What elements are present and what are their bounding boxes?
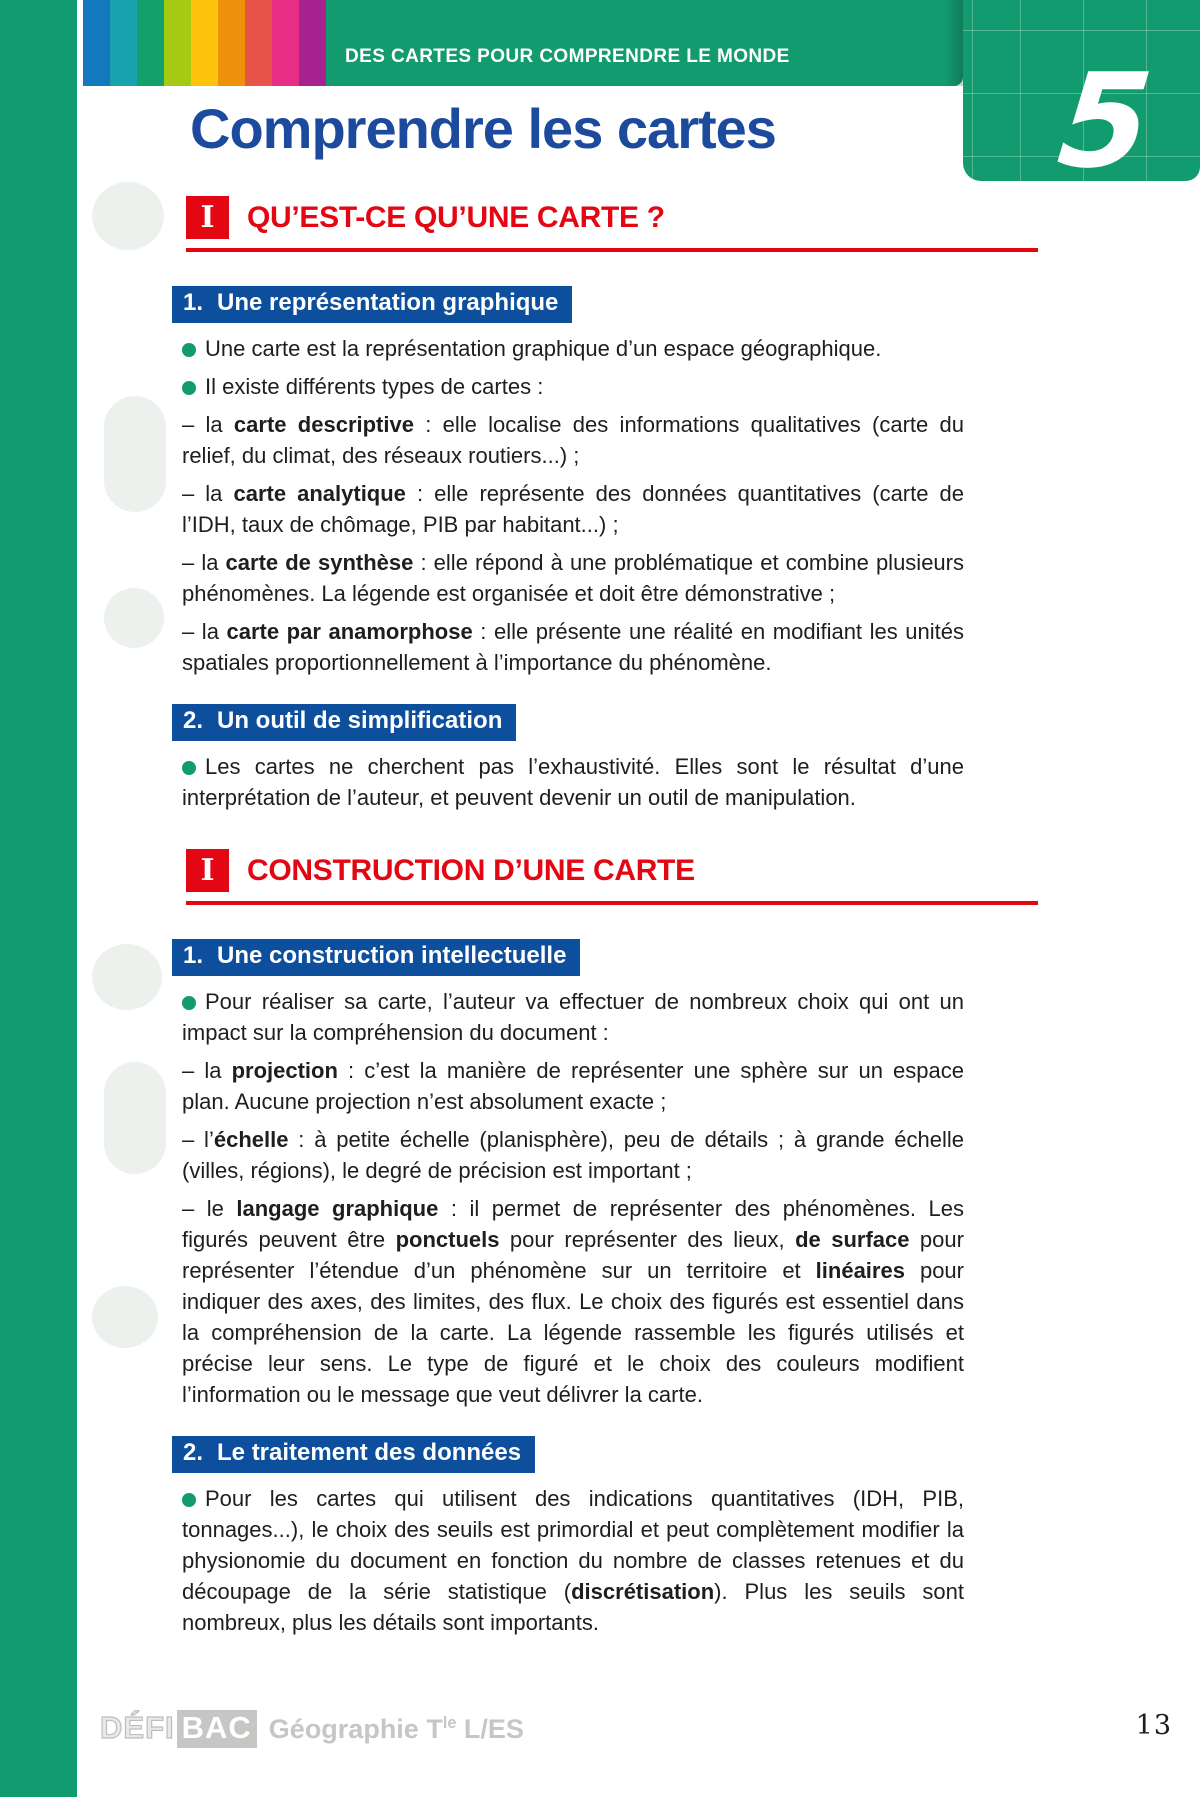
section-marker-badge: I (186, 849, 229, 892)
subsection-number: 1. (183, 289, 204, 316)
section-header (170, 849, 1038, 892)
decor-circle (92, 944, 162, 1010)
brand-logo (100, 1710, 524, 1748)
bullet-icon (182, 1493, 196, 1507)
color-stripes (83, 0, 326, 86)
section-rule (186, 901, 1038, 905)
section-marker-badge: I (186, 196, 229, 239)
decor-circle (92, 182, 164, 250)
stripe (299, 0, 326, 86)
page-number: 13 (1135, 1710, 1172, 1741)
subsection-number: 1. (183, 942, 204, 969)
dash-paragraph: – le langage graphique : il permet de représenter des phénomènes. Les figurés peuvent être ponctuels pour représenter des lieux, de surface pour représenter l’étendue d’un phénomène sur un territoire et linéaires pour indiquer des axes, des limites, des flux. Le choix des figurés est essentiel dans la compréhension de la carte. La légende rassemble les figurés utilisés et précise leur sens. Le type de figuré et le choix des couleurs modifient l’information ou le message que veut délivrer la carte. (182, 1196, 964, 1407)
subsection-number: 2. (183, 707, 204, 734)
stripe (137, 0, 164, 86)
bullet-icon (182, 761, 196, 775)
decor-circle (92, 1286, 158, 1348)
dash-paragraph: – la carte par anamorphose : elle présente une réalité en modifiant les unités spatiales proportionnellement à l’importance du phénomène. (182, 619, 965, 675)
decor-pill (104, 1062, 166, 1174)
stripe (191, 0, 218, 86)
stripe (164, 0, 191, 86)
bullet-icon (182, 343, 196, 357)
top-banner (83, 0, 963, 86)
subsection-label (172, 286, 572, 323)
brand-series (269, 1714, 524, 1745)
series-level: T (426, 1714, 443, 1744)
dash-paragraph: – la carte descriptive : elle localise des informations qualitatives (carte du relief, du climat, des réseaux routiers...) ; (182, 412, 964, 468)
content-column (170, 196, 1038, 1645)
stripe (83, 0, 110, 86)
section-header (170, 196, 1038, 239)
dash-paragraph: – la projection : c’est la manière de représenter une sphère sur un espace plan. Aucune projection n’est absolument exacte ; (182, 1058, 964, 1114)
bullet-paragraph: Une carte est la représentation graphique d’un espace géographique. (182, 333, 964, 364)
decor-pill (104, 396, 166, 512)
stripe (272, 0, 299, 86)
subsection-title: Une représentation graphique (217, 289, 559, 316)
section-rule (186, 248, 1038, 252)
page-title: Comprendre les cartes (190, 97, 776, 160)
series-name: Géographie (268, 1714, 419, 1744)
subsection-number: 2. (183, 1439, 204, 1466)
subsection-title: Une construction intellectuelle (217, 942, 567, 969)
bullet-paragraph: Pour les cartes qui utilisent des indications quantitatives (IDH, PIB, tonnages...), le choix des seuils est primordial et peut complètement modifier la physionomie du document en fonction du nombre de classes retenues et du découpage de la série statistique (discrétisation). Plus les seuils sont nombreux, plus les détails sont importants. (182, 1486, 964, 1635)
brand-defi: DÉFI (100, 1710, 175, 1745)
section-heading: CONSTRUCTION D’UNE CARTE (247, 853, 695, 887)
bullet-paragraph: Il existe différents types de cartes : (182, 371, 964, 402)
chapter-number-box (963, 0, 1200, 197)
subsection-title: Un outil de simplification (217, 707, 503, 734)
stripe (218, 0, 245, 86)
dash-paragraph: – l’échelle : à petite échelle (planisphère), peu de détails ; à grande échelle (villes, régions), le degré de précision est important ; (182, 1127, 965, 1183)
section-heading: QU’EST-CE QU’UNE CARTE ? (247, 200, 665, 234)
series-stream: L/ES (463, 1714, 524, 1744)
dash-paragraph: – la carte analytique : elle représente des données quantitatives (carte de l’IDH, taux de chômage, PIB par habitant...) ; (182, 481, 965, 537)
bullet-paragraph: Pour réaliser sa carte, l’auteur va effectuer de nombreux choix qui ont un impact sur la compréhension du document : (182, 989, 964, 1045)
brand-bac: BAC (177, 1710, 257, 1748)
subsection-title: Le traitement des données (217, 1439, 522, 1466)
decor-circle (104, 588, 164, 648)
stripe (245, 0, 272, 86)
stripe (110, 0, 137, 86)
bullet-icon (182, 381, 196, 395)
bullet-paragraph: Les cartes ne cherchent pas l’exhaustivité. Elles sont le résultat d’une interprétation de l’auteur, et peuvent devenir un outil de manipulation. (182, 754, 964, 810)
banner-kicker: DES CARTES POUR COMPRENDRE LE MONDE (345, 46, 790, 67)
footer (100, 1710, 1172, 1748)
subsection-label (172, 704, 516, 741)
left-green-bar (0, 0, 77, 1797)
bullet-icon (182, 996, 196, 1010)
series-level-sup: le (442, 1714, 457, 1732)
subsection-label (172, 939, 580, 976)
subsection-label (172, 1436, 535, 1473)
chapter-number: 5 (1051, 45, 1158, 197)
dash-paragraph: – la carte de synthèse : elle répond à une problématique et combine plusieurs phénomènes. La légende est organisée et doit être démonstrative ; (182, 550, 964, 606)
